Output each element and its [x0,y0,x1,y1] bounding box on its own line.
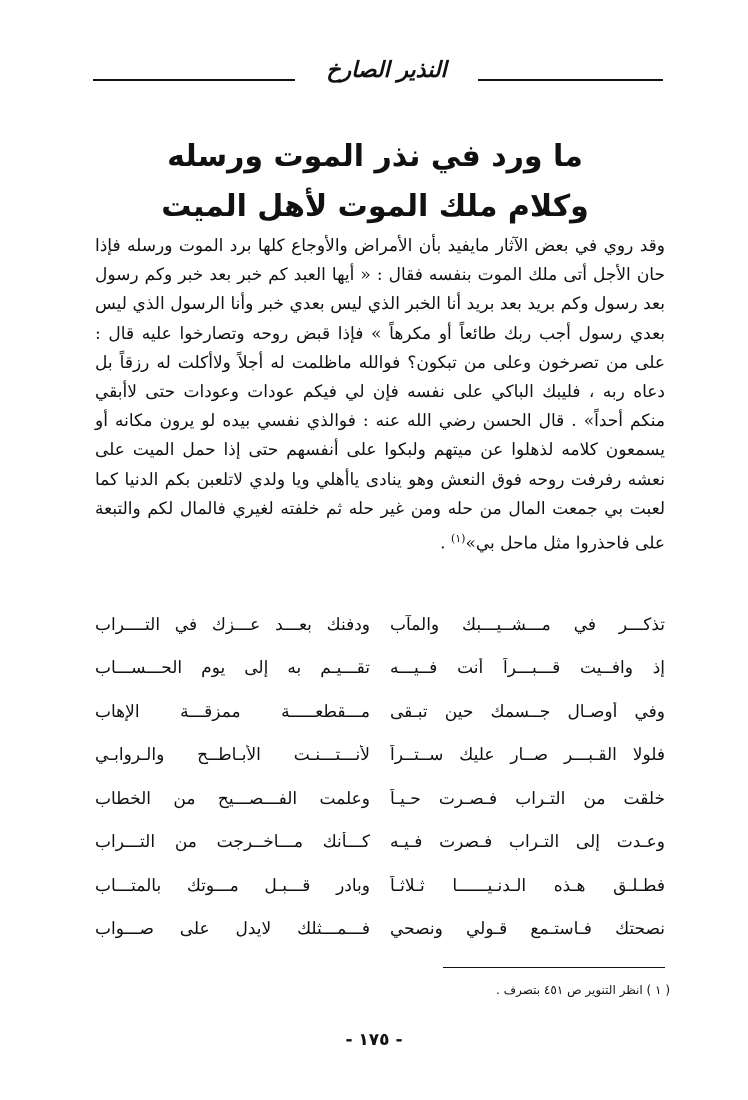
poem-verse [95,908,665,952]
running-header-title: النذير الصارخ [326,58,447,83]
poem-first-hemistich: تذكـــر في مـــشــيـــبك والمآب [390,614,665,635]
poem-first-hemistich: وفي أوصـال جــسمك حين تبـقى [390,701,665,722]
poem-second-hemistich: فـــمـــثلك لايدل على صـــواب [95,919,370,940]
footnote-divider [443,967,665,968]
footnote: ( ١ ) انظر التنوير ص ٤٥١ بتصرف . [496,983,670,997]
header-rule-left [93,79,295,81]
poem-first-hemistich: وعـدت إلى التـراب فـصرت فـيـه [390,832,665,853]
poem [95,603,665,951]
footnote-marker: (١) [450,532,466,546]
header-rule-right [478,79,663,81]
poem-verse [95,777,665,821]
chapter-title-line-1: ما ورد في نذر الموت ورسله [167,139,583,174]
poem-first-hemistich: فلولا القـبـــر صــار عليك ســتــراً [390,745,665,766]
running-header [93,58,663,90]
poem-first-hemistich: فطـلـق هـذه الـدنـيــــــا ثـلاثـاً [390,875,665,896]
poem-second-hemistich: تقـــيـم به إلى يوم الحـــســـاب [95,658,370,679]
poem-verse [95,647,665,691]
body-paragraph [95,232,665,559]
paragraph-text: وقد روي في بعض الآثار مايفيد بأن الأمراض والأوجاع كلها برد الموت ورسله فإذا حان الأجل أتى ملك الموت بنفسه فقال : « أيها العبد كم خبر بعد خبر وكم رسول بعد رسول وكم بريد بعد بريد أنا الخبر الذي ليس بعدي خبر وأنا الرسول الذي ليس بعدي رسول أجب ربك طائعاً أو مكرهاً » فإذا قبض روحه وتصارخوا عليه قال : على من تصرخون وعلى من تبكون؟ فوالله ماظلمت له أجلاً ولاأكلت له رزقاً بل دعاه ربه ، فليبك الباكي على نفسه فإن لي فيكم عودات وعودات حتى لاأبقي منكم أحداً» . قال الحسن رضي الله عنه : فوالذي نفسي بيده لو يرون مكانه أو يسمعون كلامه لذهلوا عن ميتهم ولبكوا على أنفسهم حتى إذا حمل الميت على نعشه رفرفت روحه فوق النعش وهو ينادى ياأهلي ويا ولدي لاتلعبن بكم الدنيا كما لعبت بي جمعت المال من حله ومن غير حله ثم خلفته لغيري فالمال لكم والتبعة على فاحذروا مثل ماحل بي» [95,236,665,554]
poem-second-hemistich: وبادر قـــبـل مـــوتك بالمتـــاب [95,875,370,896]
chapter-title [150,132,600,232]
poem-first-hemistich: خلقت من التـراب فـصـرت حـيـاً [390,788,665,809]
poem-first-hemistich: نصحتك فـاستـمع قـولي ونصحي [390,919,665,940]
poem-verse [95,821,665,865]
poem-verse [95,864,665,908]
poem-second-hemistich: لأنـــتـــنـت الأبـاطــح والـروابـي [95,745,370,766]
poem-verse [95,690,665,734]
poem-second-hemistich: ودفنك بعـــد عـــزك في التــــراب [95,614,370,635]
poem-second-hemistich: مـــقطعـــــة ممزقـــة الإهاب [95,701,370,722]
poem-first-hemistich: إذ وافــيت قـــبـــراً أنت فــيـــه [390,658,665,679]
poem-verse [95,603,665,647]
chapter-title-line-2: وكلام ملك الموت لأهل الميت [161,189,589,224]
poem-verse [95,734,665,778]
poem-second-hemistich: وعلمت الفـــصـــيح من الخطاب [95,788,370,809]
paragraph-end: . [440,533,451,554]
poem-second-hemistich: كـــأنك مـــاخــرجت من التـــراب [95,832,370,853]
page-number: - ١٧٥ - [345,1030,403,1050]
